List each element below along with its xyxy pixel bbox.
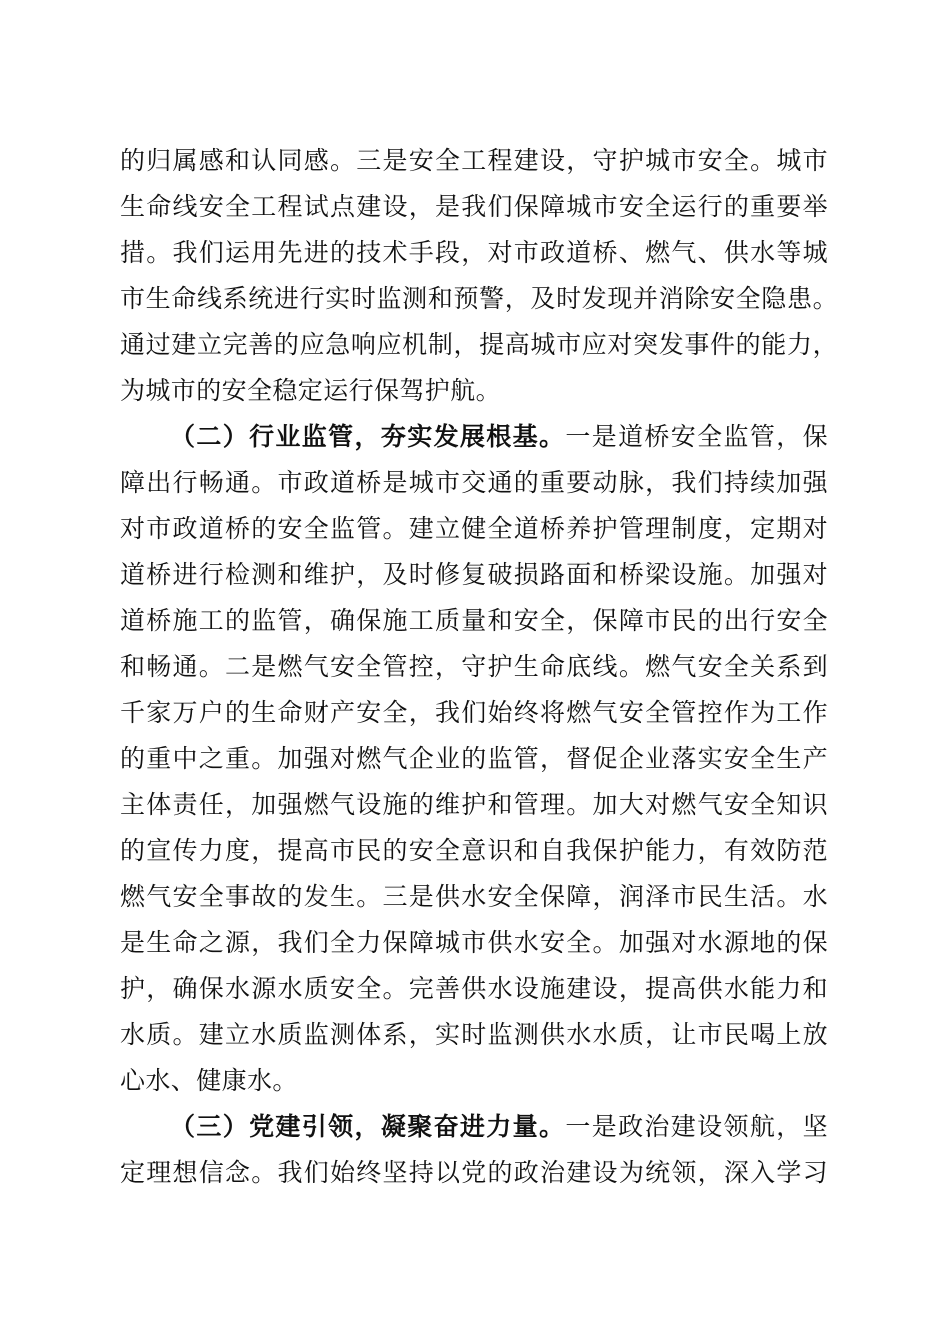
section-heading: （二）行业监管，夯实发展根基。 [170,422,566,451]
text-line: 和畅通。二是燃气安全管控，守护生命底线。燃气安全关系到 [120,652,828,681]
text-line: 的重中之重。加强对燃气企业的监管，督促企业落实安全生产 [120,744,828,773]
text-line: 生命线安全工程试点建设，是我们保障城市安全运行的重要举 [120,192,828,221]
text-line: 心水、健康水。 [120,1066,298,1095]
section-heading: （三）党建引领，凝聚奋进力量。 [170,1112,566,1141]
text-line: 措。我们运用先进的技术手段，对市政道桥、燃气、供水等城 [120,238,828,267]
text-line: 道桥进行检测和维护，及时修复破损路面和桥梁设施。加强对 [120,560,828,589]
section-heading-line [170,414,828,460]
text-line: 为城市的安全稳定运行保驾护航。 [120,376,502,405]
text-line: 通过建立完善的应急响应机制，提高城市应对突发事件的能力， [120,330,838,359]
section-heading-line [170,1104,828,1150]
text-line: 定理想信念。我们始终坚持以党的政治建设为统领，深入学习 [120,1158,828,1187]
text-line: 障出行畅通。市政道桥是城市交通的重要动脉，我们持续加强 [120,468,828,497]
text-line: 千家万户的生命财产安全，我们始终将燃气安全管控作为工作 [120,698,828,727]
text-line: 的归属感和认同感。三是安全工程建设，守护城市安全。城市 [120,146,828,175]
text-line: 燃气安全事故的发生。三是供水安全保障，润泽市民生活。水 [120,882,828,911]
heading-line-text: 一是道桥安全监管，保 [565,422,828,451]
text-line: 是生命之源，我们全力保障城市供水安全。加强对水源地的保 [120,928,828,957]
text-line: 水质。建立水质监测体系，实时监测供水水质，让市民喝上放 [120,1020,828,1049]
text-line: 对市政道桥的安全监管。建立健全道桥养护管理制度，定期对 [120,514,828,543]
text-line: 的宣传力度，提高市民的安全意识和自我保护能力，有效防范 [120,836,828,865]
text-line: 市生命线系统进行实时监测和预警，及时发现并消除安全隐患。 [120,284,838,313]
text-line: 主体责任，加强燃气设施的维护和管理。加大对燃气安全知识 [120,790,828,819]
text-line: 护，确保水源水质安全。完善供水设施建设，提高供水能力和 [120,974,828,1003]
heading-line-text: 一是政治建设领航，坚 [565,1112,828,1141]
text-line: 道桥施工的监管，确保施工质量和安全，保障市民的出行安全 [120,606,828,635]
